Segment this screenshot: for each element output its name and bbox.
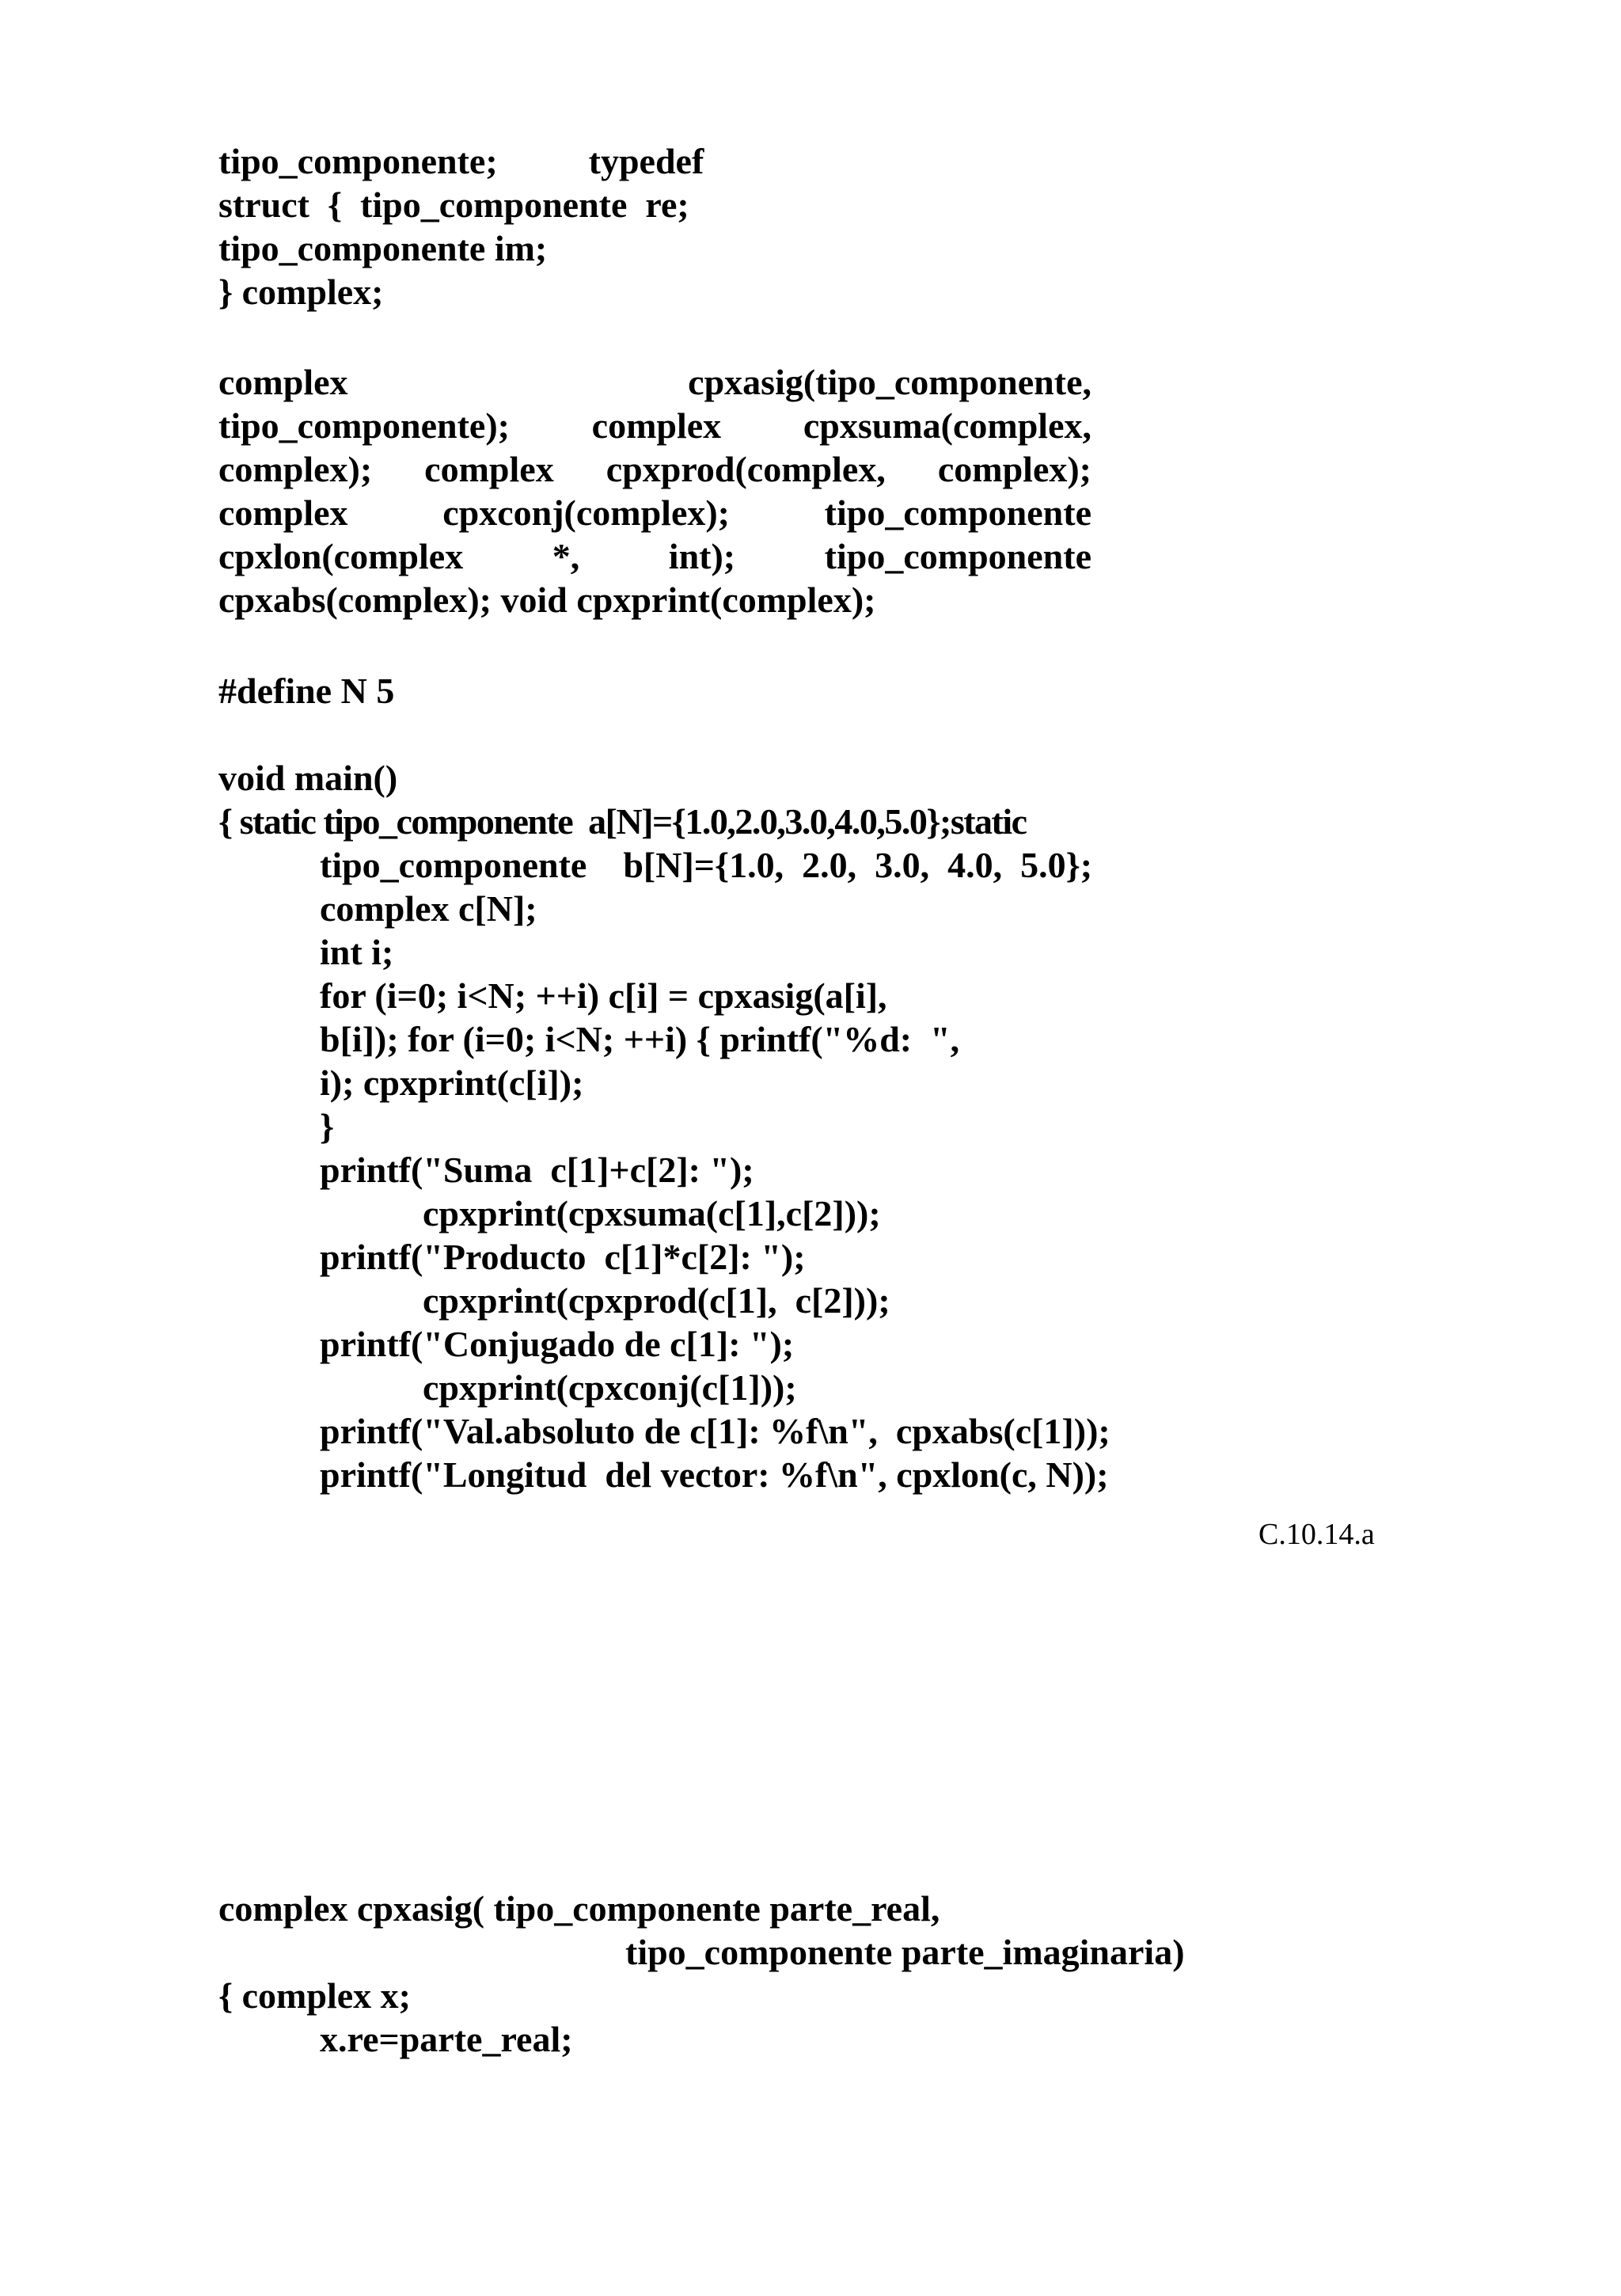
code-line: cpxabs(complex); void cpxprint(complex); [218,580,876,620]
code-line: printf("Suma c[1]+c[2]: "); [320,1150,754,1190]
code-line: complex c[N]; [320,888,537,929]
code-line: int i; [320,932,394,972]
code-line: void main() [218,758,398,798]
code-line: tipo_componente parte_imaginaria) [625,1932,1185,1972]
figure-label: C.10.14.a [1258,1518,1375,1551]
code-line: complex cpxconj(complex); tipo_componente [218,492,1091,533]
code-line: struct { tipo_componente re; [218,184,689,225]
code-line: } [320,1106,335,1146]
code-line: } complex; [218,272,384,312]
code-line: { complex x; [218,1975,411,2016]
code-line: printf("Longitud del vector: %f\n", cpxlon(c, N)); [320,1454,1109,1495]
code-line: complex); complex cpxprod(complex, complex); [218,449,1091,489]
code-line: printf("Producto c[1]*c[2]: "); [320,1237,806,1277]
code-line: printf("Conjugado de c[1]: "); [320,1324,795,1364]
code-line: cpxprint(cpxsuma(c[1],c[2])); [423,1193,881,1234]
code-line: printf("Val.absoluto de c[1]: %f\n", cpxabs(c[1])); [320,1411,1110,1451]
code-line: b[i]); for (i=0; i<N; ++i) { printf("%d: ", [320,1019,960,1059]
code-line: i); cpxprint(c[i]); [320,1062,584,1103]
code-line: tipo_componente; typedef [218,141,704,181]
code-line: tipo_componente); complex cpxsuma(complex, [218,405,1091,446]
define-line: #define N 5 [218,671,395,711]
code-line: x.re=parte_real; [320,2019,573,2059]
code-line: complex cpxasig(tipo_componente, [218,362,1091,402]
code-line: cpxprint(cpxprod(c[1], c[2])); [423,1280,890,1321]
code-line: cpxlon(complex *, int); tipo_componente [218,536,1091,576]
code-line: tipo_componente b[N]={1.0, 2.0, 3.0, 4.0, 5.0}; [320,845,1093,885]
code-line: cpxprint(cpxconj(c[1])); [423,1367,797,1408]
code-line: complex cpxasig( tipo_componente parte_real, [218,1888,940,1929]
code-line: for (i=0; i<N; ++i) c[i] = cpxasig(a[i], [320,975,887,1016]
code-line: tipo_componente im; [218,228,548,268]
code-line: { static tipo_componente a[N]={1.0,2.0,3.0,4.0,5.0};static [218,801,1027,842]
